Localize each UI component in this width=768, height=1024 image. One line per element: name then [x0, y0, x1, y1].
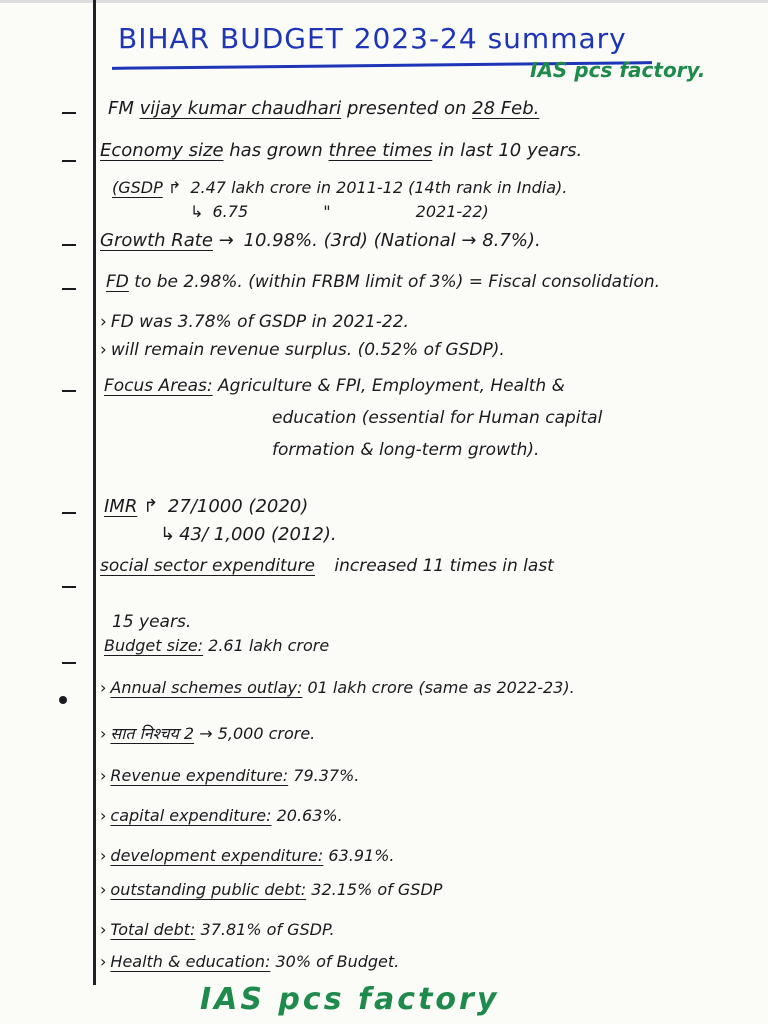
margin-line — [93, 0, 96, 985]
budget-value: 2.61 lakh crore — [208, 636, 330, 655]
bullet-dash — [62, 244, 76, 246]
arrow-icon: › — [100, 724, 107, 743]
focus-line-1: Agriculture & FPI, Employment, Health & — [218, 376, 565, 396]
debt-value: 32.15% of GSDP — [311, 880, 443, 899]
focus-line-2: education (essential for Human capital — [272, 408, 603, 428]
arrow-icon: › — [100, 846, 107, 865]
fm-name: vijay kumar chaudhari — [139, 98, 342, 119]
bullet-dot — [59, 696, 67, 704]
imr-label: IMR — [104, 496, 138, 517]
health-value: 30% of Budget. — [275, 952, 400, 971]
growth-label: Growth Rate — [100, 230, 213, 251]
gsdp-2021-value: 6.75 — [212, 202, 249, 221]
economy-period: in last 10 years. — [438, 140, 583, 161]
gsdp-ditto: " — [323, 202, 331, 221]
budget-label: Budget size: — [104, 636, 204, 655]
arrow-icon: › — [100, 880, 107, 899]
gsdp-label: (GSDP — [112, 178, 163, 197]
arrow-icon: › — [100, 920, 107, 939]
arrow-icon: ↱ — [143, 496, 159, 517]
arrow-icon: ↳ — [160, 524, 176, 545]
note-gsdp-2011 — [112, 178, 567, 197]
focus-label: Focus Areas: — [104, 376, 213, 396]
note-saat-nishchay — [100, 722, 315, 744]
bullet-dash — [62, 288, 76, 290]
bullet-dash — [62, 112, 76, 114]
imr-2020: 27/1000 (2020) — [167, 496, 309, 517]
note-outstanding-debt — [100, 880, 442, 899]
social-label: social sector expenditure — [100, 556, 315, 576]
fm-label: FM — [108, 98, 134, 119]
revenue-label: Revenue expenditure: — [110, 766, 289, 785]
arrow-icon: › — [100, 806, 107, 825]
fd-label: FD — [106, 272, 129, 292]
revenue-value: 79.37%. — [293, 766, 360, 785]
note-growth — [100, 230, 541, 251]
arrow-icon: › — [100, 678, 107, 697]
saat-label: सात निश्चय 2 — [110, 724, 195, 743]
focus-line-3: formation & long-term growth). — [272, 440, 540, 460]
bullet-dash — [62, 390, 76, 392]
note-budget-size — [104, 636, 329, 655]
note-health-education — [100, 952, 399, 971]
note-annual-schemes — [100, 678, 575, 697]
bullet-dash — [62, 160, 76, 162]
arrow-icon: › — [100, 766, 107, 785]
annual-value: 01 lakh crore (same as 2022-23). — [307, 678, 575, 697]
note-revenue-surplus — [100, 340, 505, 360]
note-development-expenditure — [100, 846, 395, 865]
health-label: Health & education: — [110, 952, 271, 971]
fm-date: 28 Feb. — [472, 98, 540, 119]
development-value: 63.91%. — [328, 846, 395, 865]
note-economy — [100, 140, 582, 161]
growth-value: 10.98%. (3rd) (National → 8.7%). — [243, 230, 541, 251]
note-gsdp-2021 — [190, 202, 489, 221]
capital-value: 20.63%. — [276, 806, 343, 825]
capital-label: capital expenditure: — [110, 806, 272, 825]
economy-text: has grown — [229, 140, 323, 161]
note-capital-expenditure — [100, 806, 343, 825]
imr-2012: 43/ 1,000 (2012). — [179, 524, 337, 545]
note-imr — [104, 496, 308, 517]
gsdp-2021-year: 2021-22) — [415, 202, 489, 221]
social-text: increased 11 times in last — [334, 556, 554, 576]
brand-watermark-bottom: IAS pcs factory — [200, 982, 500, 1017]
brand-watermark-top: IAS pcs factory. — [530, 58, 706, 82]
note-revenue-expenditure — [100, 766, 359, 785]
gsdp-2011: 2.47 lakh crore in 2011-12 — [190, 178, 404, 197]
note-social-sector — [100, 556, 554, 576]
saat-value: → 5,000 crore. — [199, 724, 316, 743]
arrow-icon: › — [100, 952, 107, 971]
bullet-dash — [62, 512, 76, 514]
annual-label: Annual schemes outlay: — [110, 678, 303, 697]
debt-label: outstanding public debt: — [110, 880, 307, 899]
arrow-icon: ↱ — [167, 178, 182, 197]
note-fm — [108, 98, 539, 119]
bullet-dash — [62, 586, 76, 588]
note-fd-previous — [100, 312, 409, 332]
fd-previous-text: FD was 3.78% of GSDP in 2021-22. — [110, 312, 409, 332]
note-total-debt — [100, 920, 335, 939]
development-label: development expenditure: — [110, 846, 324, 865]
bullet-dash — [62, 662, 76, 664]
total-debt-label: Total debt: — [110, 920, 196, 939]
page-title: BIHAR BUDGET 2023-24 summary — [118, 22, 627, 55]
gsdp-rank: (14th rank in India). — [408, 178, 568, 197]
fm-text: presented on — [346, 98, 467, 119]
economy-times: three times — [328, 140, 433, 161]
social-line-2: 15 years. — [112, 612, 192, 632]
fd-text: to be 2.98%. (within FRBM limit of 3%) = Fiscal consolidation. — [134, 272, 661, 292]
arrow-icon: → — [218, 230, 234, 251]
arrow-icon: › — [100, 340, 107, 360]
page-top-edge — [0, 0, 768, 3]
note-imr-2012 — [160, 524, 337, 545]
economy-label: Economy size — [100, 140, 224, 161]
total-debt-value: 37.81% of GSDP. — [200, 920, 335, 939]
arrow-icon: › — [100, 312, 107, 332]
revenue-surplus-text: will remain revenue surplus. (0.52% of GSDP). — [110, 340, 505, 360]
note-fd — [106, 272, 660, 292]
arrow-icon: ↳ — [190, 202, 204, 221]
note-focus-areas — [104, 376, 565, 396]
